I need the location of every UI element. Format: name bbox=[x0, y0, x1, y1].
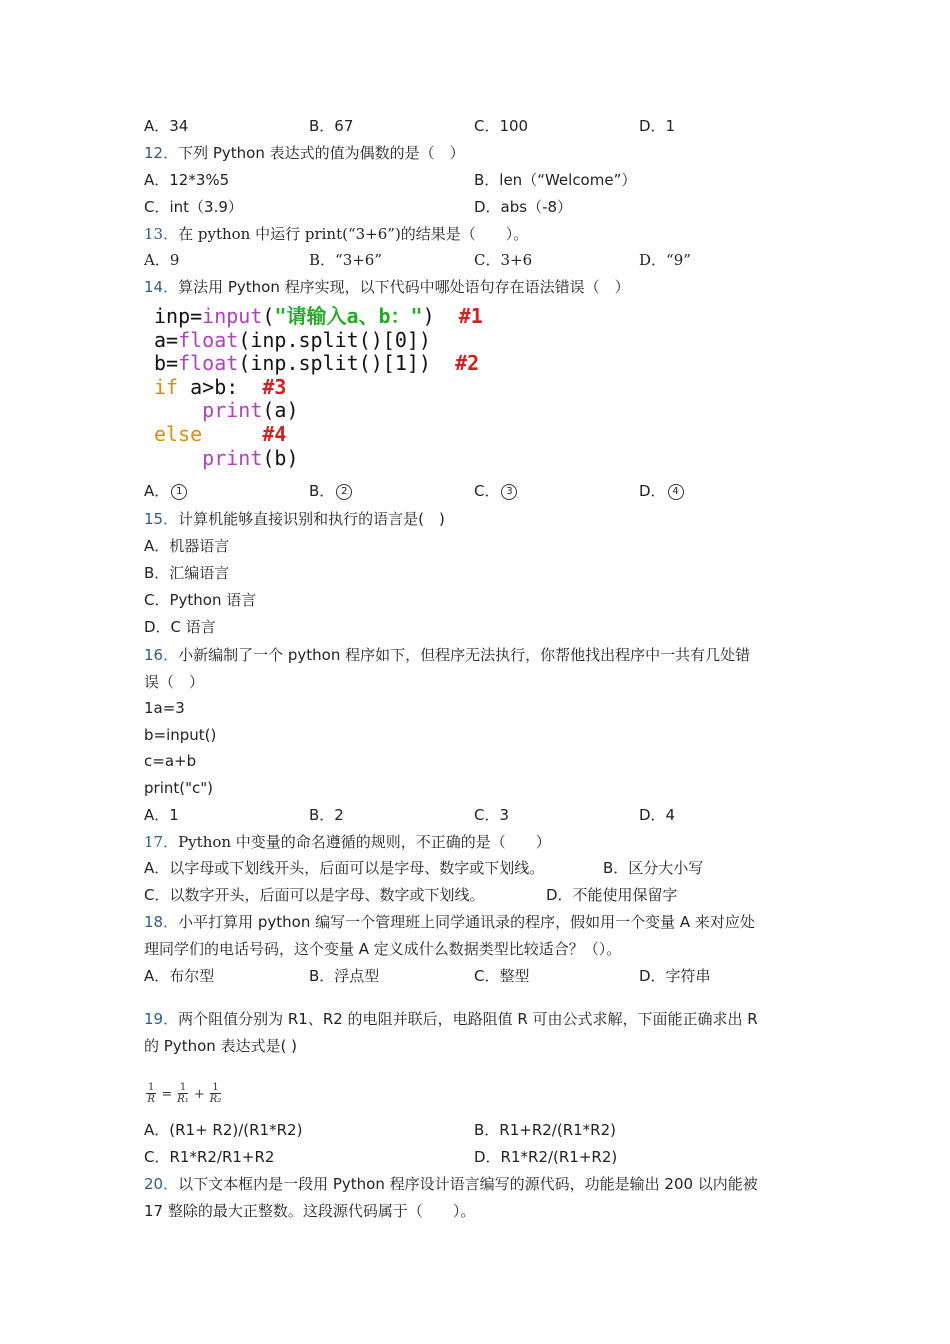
q13-stem: 13．在 python 中运行 print(“3+6”)的结果是（ ）。 bbox=[144, 225, 529, 243]
q18-stem-line1: 18．小平打算用 python 编写一个管理班上同学通讯录的程序，假如用一个变量 A 来对应处 bbox=[144, 913, 755, 931]
q15-option-b: B．汇编语言 bbox=[144, 564, 230, 582]
formula-lhs: $\frac{1}{R}$ bbox=[147, 1082, 155, 1105]
question-number: 16． bbox=[144, 646, 179, 664]
question-number: 13． bbox=[144, 225, 179, 243]
q11-option-a: A．34 bbox=[144, 117, 189, 135]
q20-stem-line1: 20．以下文本框内是一段用 Python 程序设计语言编写的源代码，功能是输出 200 以内能被 bbox=[144, 1175, 758, 1193]
q12-option-a: A．12*3%5 bbox=[144, 171, 230, 189]
q14-option-d: D． 4 bbox=[639, 479, 684, 503]
q15-option-d: D．C 语言 bbox=[144, 618, 216, 636]
code-line-1: inp=input("请输入a、b：") #1 bbox=[154, 304, 483, 328]
q19-option-d: D．R1*R2/(R1+R2) bbox=[474, 1148, 618, 1166]
code-line-3: b=float(inp.split()[1]) #2 bbox=[154, 351, 480, 376]
q16-option-c: C．3 bbox=[474, 806, 510, 824]
q17-option-a: A．以字母或下划线开头，后面可以是字母、数字或下划线。 bbox=[144, 859, 545, 877]
q15-option-c: C．Python 语言 bbox=[144, 591, 257, 609]
q16-code-line-4: print("c") bbox=[144, 779, 213, 797]
q14-option-a: A． 1 bbox=[144, 479, 187, 503]
q13-option-c: C．3+6 bbox=[474, 251, 533, 269]
q16-code-line-1: 1a=3 bbox=[144, 699, 185, 717]
q16-code-line-2: b=input() bbox=[144, 726, 217, 744]
q18-option-a: A．布尔型 bbox=[144, 967, 215, 985]
q18-option-d: D．字符串 bbox=[639, 967, 711, 985]
code-line-6: else #4 bbox=[154, 421, 287, 446]
q17-option-d: D．不能使用保留字 bbox=[546, 886, 678, 904]
code-line-2: a=float(inp.split()[0]) bbox=[154, 327, 431, 352]
q14-option-c: C． 3 bbox=[474, 479, 517, 503]
question-number: 20． bbox=[144, 1175, 179, 1193]
code-line-5: print(a) bbox=[202, 398, 299, 423]
q14-stem: 14．算法用 Python 程序实现，以下代码中哪处语句存在语法错误（ ） bbox=[144, 278, 630, 296]
q20-stem-line2: 17 整除的最大正整数。这段源代码属于（ ）。 bbox=[144, 1202, 476, 1220]
q13-option-d: D．“9” bbox=[639, 251, 691, 269]
question-number: 19． bbox=[144, 1010, 179, 1028]
q19-formula: $\frac{1}{R}$ = $\frac{1}{\text{R₁}}$ + $\frac{1}{\text{R₂}}$ bbox=[147, 1082, 222, 1105]
q11-option-c: C．100 bbox=[474, 117, 529, 135]
q19-stem-line2: 的 Python 表达式是( ) bbox=[144, 1037, 298, 1055]
formula-term-r2: $\frac{1}{\text{R₂}}$ bbox=[209, 1082, 222, 1105]
question-number: 14． bbox=[144, 278, 179, 296]
q12-option-c: C．int（3.9） bbox=[144, 198, 243, 216]
q14-code-block bbox=[154, 305, 483, 470]
q12-option-b: B．len（“Welcome”） bbox=[474, 171, 637, 189]
q13-option-a: A．9 bbox=[144, 251, 180, 269]
q11-option-d: D．1 bbox=[639, 117, 676, 135]
q19-stem-line1: 19．两个阻值分别为 R1、R2 的电阻并联后，电路阻值 R 可由公式求解，下面能正确求出 R bbox=[144, 1010, 758, 1028]
q15-stem: 15．计算机能够直接识别和执行的语言是( ) bbox=[144, 510, 445, 528]
code-line-7: print(b) bbox=[202, 445, 299, 470]
q13-option-b: B．“3+6” bbox=[309, 251, 383, 269]
q16-option-a: A．1 bbox=[144, 806, 179, 824]
q12-option-d: D．abs（-8） bbox=[474, 198, 573, 216]
q16-stem-line2: 误（ ） bbox=[144, 673, 205, 691]
code-line-4: if a>b: #3 bbox=[154, 374, 287, 399]
question-number: 12． bbox=[144, 144, 179, 162]
q16-code-line-3: c=a+b bbox=[144, 752, 197, 770]
q17-option-b: B．区分大小写 bbox=[603, 859, 704, 877]
q17-stem: 17．Python 中变量的命名遵循的规则，不正确的是（ ） bbox=[144, 833, 551, 851]
q16-option-d: D．4 bbox=[639, 806, 676, 824]
q11-option-b: B．67 bbox=[309, 117, 354, 135]
q16-option-b: B．2 bbox=[309, 806, 344, 824]
q12-stem: 12．下列 Python 表达式的值为偶数的是（ ） bbox=[144, 144, 465, 162]
question-number: 17． bbox=[144, 833, 179, 851]
q19-option-b: B．R1+R2/(R1*R2) bbox=[474, 1121, 616, 1139]
q19-option-a: A．(R1+ R2)/(R1*R2) bbox=[144, 1121, 303, 1139]
q18-option-b: B．浮点型 bbox=[309, 967, 380, 985]
formula-term-r1: $\frac{1}{\text{R₁}}$ bbox=[177, 1082, 189, 1105]
q15-option-a: A．机器语言 bbox=[144, 537, 230, 555]
q18-option-c: C．整型 bbox=[474, 967, 530, 985]
question-number: 18． bbox=[144, 913, 179, 931]
q14-option-b: B． 2 bbox=[309, 479, 352, 503]
q17-option-c: C．以数字开头，后面可以是字母、数字或下划线。 bbox=[144, 886, 485, 904]
q18-stem-line2: 理同学们的电话号码，这个变量 A 定义成什么数据类型比较适合？（）。 bbox=[144, 940, 622, 958]
question-number: 15． bbox=[144, 510, 179, 528]
q19-option-c: C．R1*R2/R1+R2 bbox=[144, 1148, 275, 1166]
q16-stem-line1: 16．小新编制了一个 python 程序如下，但程序无法执行，你帮他找出程序中一共有几处错 bbox=[144, 646, 751, 664]
